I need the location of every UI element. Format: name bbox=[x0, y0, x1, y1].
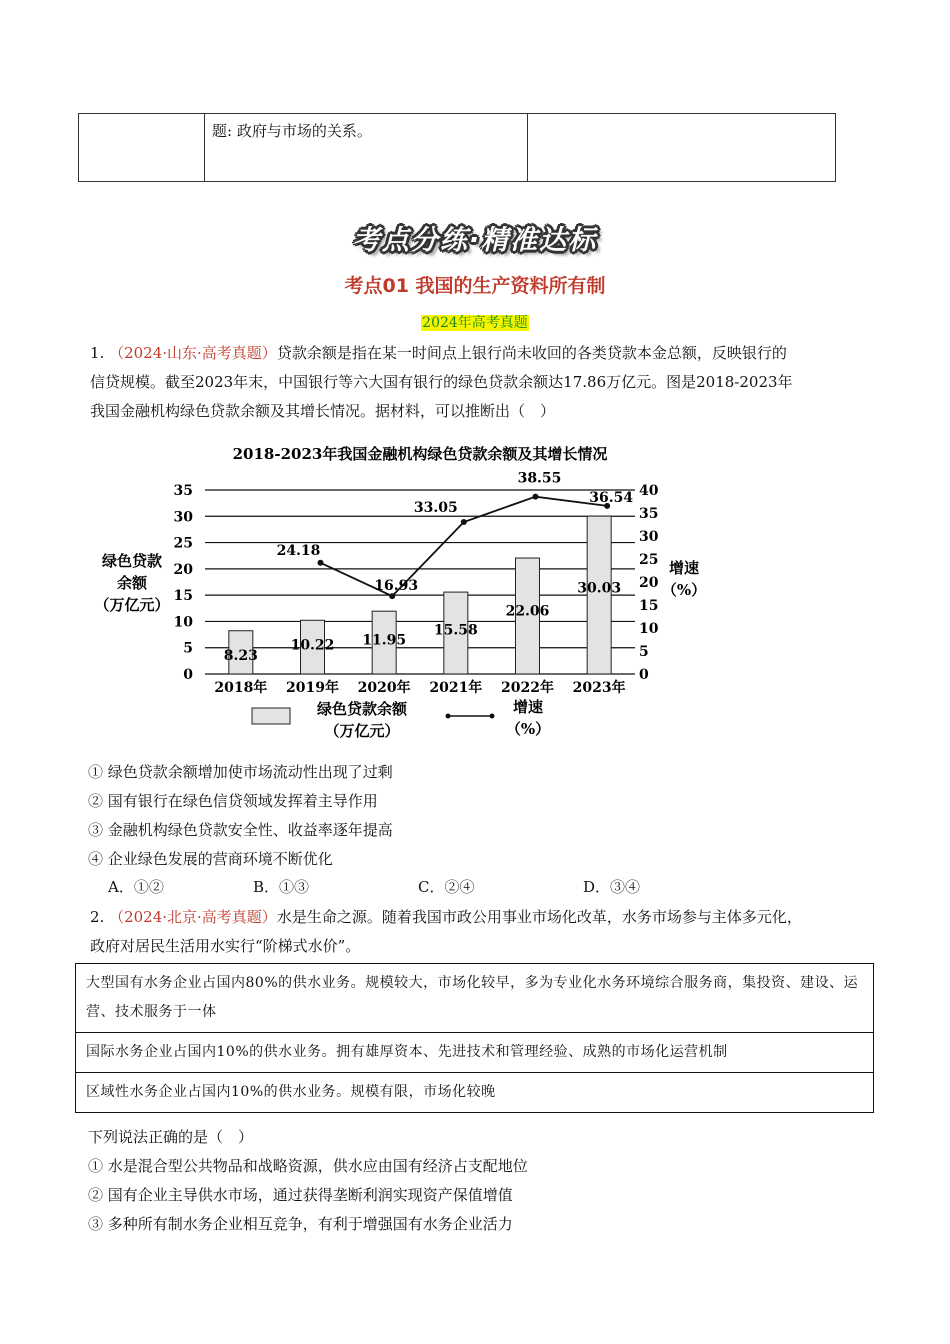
y-axis-label-line: （%） bbox=[661, 581, 707, 599]
y-axis-label-line: 绿色贷款 bbox=[101, 552, 163, 570]
legend-bar-label-unit: （万亿元） bbox=[324, 722, 400, 740]
y-axis-label-line: 余额 bbox=[116, 574, 148, 592]
stem-line: 水是生命之源。随着我国市政公用事业市场化改革，水务市场参与主体多元化， bbox=[276, 908, 802, 926]
year-tag bbox=[0, 312, 950, 332]
year-tag-label: 2024年高考真题 bbox=[422, 315, 528, 331]
y-tick-label-right: 25 bbox=[639, 552, 659, 568]
bar-value-label: 15.58 bbox=[433, 622, 478, 639]
legend-line-marker bbox=[446, 714, 451, 719]
y-axis-label-left bbox=[94, 552, 169, 614]
stem-line: 信贷规模。截至2023年末，中国银行等六大国有银行的绿色贷款余额达17.86万亿元。图是2018-2023年 bbox=[90, 373, 793, 391]
bar-value-label: 30.03 bbox=[577, 580, 622, 597]
table-cell bbox=[79, 114, 205, 181]
question-2-stem bbox=[90, 903, 880, 961]
y-tick-label-right: 15 bbox=[639, 598, 659, 614]
line-point bbox=[533, 494, 539, 500]
y-tick-label-right: 10 bbox=[639, 621, 659, 637]
y-axis-label-right bbox=[662, 559, 706, 599]
stem-line: 政府对居民生活用水实行“阶梯式水价”。 bbox=[90, 937, 361, 955]
option-1: ① 水是混合型公共物品和战略资源，供水应由国有经济占支配地位 bbox=[88, 1157, 528, 1175]
x-tick-label: 2021年 bbox=[429, 680, 483, 696]
option-3: ③ 金融机构绿色贷款安全性、收益率逐年提高 bbox=[88, 821, 393, 839]
option-4: ④ 企业绿色发展的营商环境不断优化 bbox=[88, 850, 333, 868]
option-1: ① 绿色贷款余额增加使市场流动性出现了过剩 bbox=[88, 763, 393, 781]
y-axis-label-line: （万亿元） bbox=[94, 596, 170, 614]
line-value-label: 36.54 bbox=[589, 489, 634, 506]
option-3: ③ 多种所有制水务企业相互竞争，有利于增强国有水务企业活力 bbox=[88, 1215, 513, 1233]
line-value-label: 33.05 bbox=[413, 499, 458, 516]
choice-a[interactable]: A．①② bbox=[108, 878, 164, 896]
question-source: （2024·山东·高考真题） bbox=[109, 344, 277, 362]
y-tick-label-left: 10 bbox=[173, 614, 193, 631]
choice-d[interactable]: D．③④ bbox=[583, 878, 641, 896]
stem-line: 贷款余额是指在某一时间点上银行尚未收回的各类贷款本金总额，反映银行的 bbox=[276, 344, 787, 362]
option-2: ② 国有企业主导供水市场，通过获得垄断利润实现资产保值增值 bbox=[88, 1186, 513, 1204]
question-1-stem bbox=[90, 339, 880, 426]
question-source: （2024·北京·高考真题） bbox=[109, 908, 277, 926]
line-point bbox=[318, 560, 324, 566]
legend-line-label: 增速 bbox=[512, 698, 544, 716]
bar-value-label: 8.23 bbox=[223, 648, 258, 664]
line-point bbox=[461, 519, 467, 525]
line-value-label: 24.18 bbox=[276, 542, 321, 559]
legend-line-label-unit: （%） bbox=[505, 720, 551, 738]
y-tick-label-left: 15 bbox=[173, 588, 193, 605]
chart-legend bbox=[252, 698, 550, 740]
y-tick-label-left: 30 bbox=[173, 509, 193, 526]
legend-line-marker bbox=[490, 714, 495, 719]
table-row: 大型国有水务企业占国内80%的供水业务。规模较大，市场化较早，多为专业化水务环境综合服务商，集投资、建设、运营、技术服务于一体 bbox=[76, 964, 873, 1033]
y-tick-label-left: 5 bbox=[183, 640, 193, 657]
green-loan-chart bbox=[80, 438, 740, 748]
y-tick-label-left: 25 bbox=[173, 535, 193, 552]
y-tick-label-right: 5 bbox=[639, 644, 649, 660]
section-banner: 考点分练·精准达标 bbox=[352, 225, 598, 256]
chart-grid bbox=[205, 490, 635, 674]
bar-value-label: 22.06 bbox=[505, 603, 550, 620]
legend-bar-swatch bbox=[252, 708, 290, 724]
table-cell bbox=[528, 114, 835, 181]
x-tick-label: 2023年 bbox=[572, 680, 626, 696]
y-tick-label-left: 20 bbox=[173, 561, 193, 578]
option-2: ② 国有银行在绿色信贷领域发挥着主导作用 bbox=[88, 792, 378, 810]
line-value-label: 38.55 bbox=[517, 470, 562, 487]
legend-bar-label: 绿色贷款余额 bbox=[316, 700, 408, 718]
section-title: 考点01 我国的生产资料所有制 bbox=[344, 275, 606, 297]
stem-line: 我国金融机构绿色贷款余额及其增长情况。据材料，可以推断出（ ） bbox=[90, 402, 556, 420]
answer-choices bbox=[108, 876, 708, 900]
y-tick-label-right: 0 bbox=[639, 667, 649, 683]
y-tick-label-right: 20 bbox=[639, 575, 659, 591]
x-tick-label: 2019年 bbox=[286, 680, 339, 696]
x-tick-label: 2018年 bbox=[214, 680, 268, 696]
table-row: 区域性水务企业占国内10%的供水业务。规模有限，市场化较晚 bbox=[86, 1084, 496, 1100]
y-tick-label-right: 40 bbox=[639, 483, 659, 499]
line-value-label: 16.93 bbox=[374, 578, 419, 595]
choice-c[interactable]: C．②④ bbox=[418, 878, 475, 896]
bar-value-label: 11.95 bbox=[362, 632, 407, 649]
question-prompt: 下列说法正确的是（ ） bbox=[88, 1128, 254, 1146]
water-enterprise-table bbox=[75, 963, 874, 1113]
x-tick-label: 2022年 bbox=[501, 680, 554, 696]
top-table bbox=[78, 113, 836, 182]
question-number: 1. bbox=[90, 344, 105, 362]
table-row: 国际水务企业占国内10%的供水业务。拥有雄厚资本、先进技术和管理经验、成熟的市场化运营机制 bbox=[76, 1033, 873, 1073]
question-number: 2. bbox=[90, 908, 105, 926]
table-cell: 题: 政府与市场的关系。 bbox=[204, 114, 528, 181]
growth-line bbox=[321, 497, 608, 596]
y-axis-label-line: 增速 bbox=[668, 559, 700, 577]
x-tick-label: 2020年 bbox=[357, 680, 411, 696]
y-tick-label-right: 30 bbox=[639, 529, 659, 545]
y-tick-label-left: 0 bbox=[183, 667, 193, 683]
y-tick-label-right: 35 bbox=[639, 506, 659, 522]
choice-b[interactable]: B．①③ bbox=[253, 878, 310, 896]
chart-title: 2018-2023年我国金融机构绿色贷款余额及其增长情况 bbox=[232, 445, 608, 463]
y-tick-label-left: 35 bbox=[173, 483, 193, 499]
bar-value-label: 10.22 bbox=[290, 637, 335, 654]
